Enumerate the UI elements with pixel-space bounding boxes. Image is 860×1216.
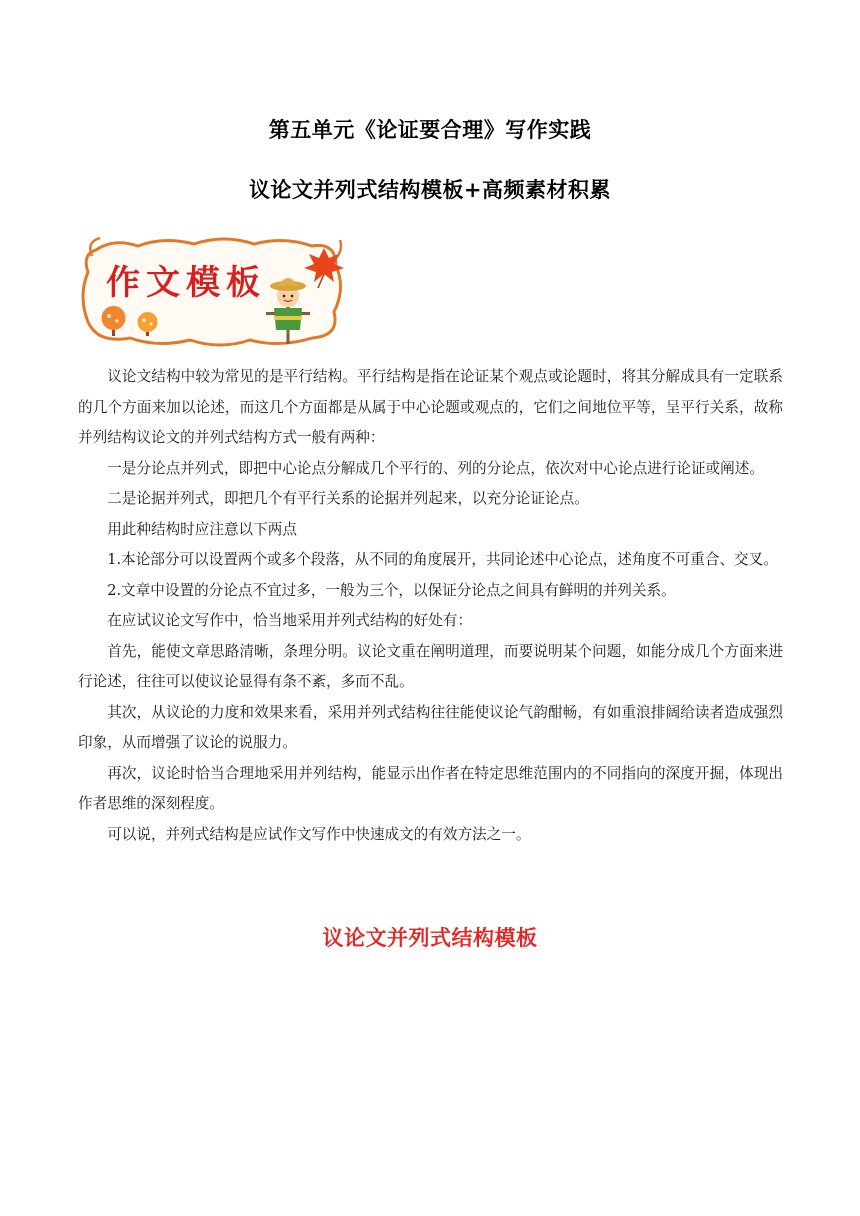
banner-graphic bbox=[74, 232, 350, 352]
section-heading: 议论文并列式结构模板 bbox=[322, 925, 538, 950]
paragraph: 二是论据并列式，即把几个有平行关系的论据并列起来，以充分论证论点。 bbox=[107, 490, 589, 507]
paragraph: 2.文章中设置的分论点不宜过多，一般为三个，以保证分论点之间具有鲜明的并列关系。 bbox=[107, 581, 676, 599]
paragraph: 议论文结构中较为常见的是平行结构。平行结构是指在论证某个观点或论题时，将其分解成具有一定联系的几个方面来加以论述，而这几个方面都是从属于中心论题或观点的，它们之间地位平等，呈平行关系，故称并列结构议论文的并列式结构方式一般有两种： bbox=[78, 368, 783, 446]
paragraph: 其次，从议论的力度和效果来看，采用并列式结构往往能使议论气韵酣畅，有如重浪排阔给读者造成强烈印象，从而增强了议论的说服力。 bbox=[78, 703, 783, 751]
document-title: 第五单元《论证要合理》写作实践 bbox=[268, 117, 592, 142]
paragraph: 再次，议论时恰当合理地采用并列结构，能显示出作者在特定思维范围内的不同指向的深度开掘，体现出作者思维的深刻程度。 bbox=[78, 764, 783, 812]
paragraph: 一是分论点并列式，即把中心论点分解成几个平行的、列的分论点，依次对中心论点进行论证或阐述。 bbox=[107, 459, 764, 477]
document-subtitle: 议论文并列式结构模板+高频素材积累 bbox=[248, 177, 612, 202]
paragraph: 用此种结构时应注意以下两点 bbox=[107, 520, 297, 538]
paragraph: 1.本论部分可以设置两个或多个段落，从不同的角度展开，共同论述中心论点，述角度不可重合、交叉。 bbox=[107, 551, 778, 568]
banner-label: 作文模板 bbox=[106, 263, 266, 303]
paragraph: 在应试议论文写作中，恰当地采用并列式结构的好处有： bbox=[107, 612, 473, 629]
body-text bbox=[78, 362, 783, 850]
paragraph: 首先，能使文章思路清晰，条理分明。议论文重在阐明道理，而要说明某个问题，如能分成几个方面来进行论述，往往可以使议论显得有条不紊，多而不乱。 bbox=[78, 642, 783, 690]
paragraph: 可以说，并列式结构是应试作文写作中快速成文的有效方法之一。 bbox=[107, 825, 531, 843]
